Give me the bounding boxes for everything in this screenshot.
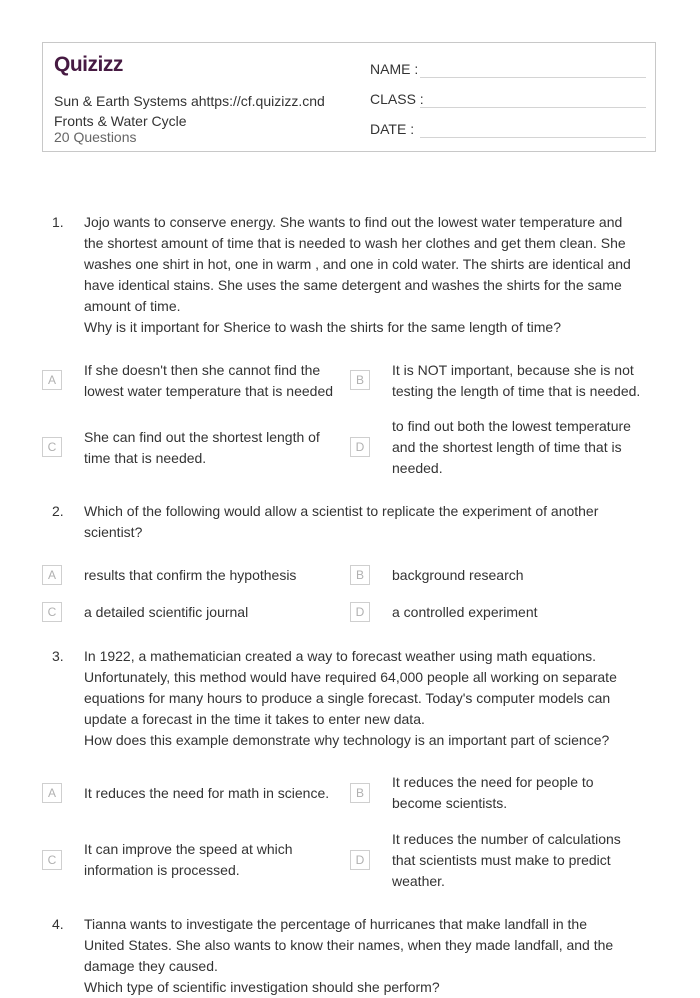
option-letter-box: C [42,602,62,622]
option-line: It reduces the need for math in science. [84,785,330,801]
question-line: washes one shirt in hot, one in warm , and one in cold water. The shirts are identical and [84,256,631,272]
option-letter-box: B [350,370,370,390]
question-number: 3. [52,648,64,664]
question-text [84,914,662,998]
question-text [84,212,662,338]
option-text [84,427,320,469]
question-line: equations for many hours to produce a single forecast. Today's computer models can [84,690,611,706]
option-letter-box: B [350,783,370,803]
question-line: Tianna wants to investigate the percentage of hurricanes that make landfall in the [84,916,588,932]
question-line: Which of the following would allow a scientist to replicate the experiment of another [84,503,599,519]
option-text [392,360,640,402]
option-text [392,772,594,814]
option-line: If she doesn't then she cannot find the [84,362,321,378]
class-line [420,107,646,108]
option-line: time that is needed. [84,450,207,466]
option-text [392,416,631,479]
question-line: In 1922, a mathematician created a way to forecast weather using math equations. [84,648,597,664]
question-line: damage they caused. [84,958,218,974]
option-letter-box: B [350,565,370,585]
option-text [84,565,296,586]
option-letter-box: A [42,783,62,803]
option-text [84,783,329,804]
option-letter-box: D [350,850,370,870]
question-line: How does this example demonstrate why technology is an important part of science? [84,732,610,748]
name-label: NAME : [370,61,419,77]
class-field [370,91,424,107]
option-letter-box: D [350,437,370,457]
option-line: to find out both the lowest temperature [392,418,631,434]
question-line: Jojo wants to conserve energy. She wants to find out the lowest water temperature and [84,214,623,230]
question-count: 20 Questions [54,129,137,145]
option-line: and the shortest length of time that is [392,439,622,455]
quizizz-logo: Quizizz [54,53,123,76]
question-number: 2. [52,503,64,519]
worksheet-header [42,42,656,152]
option-line: information is processed. [84,862,240,878]
option-line: background research [392,567,524,583]
worksheet-title [54,91,354,131]
question-line: Which type of scientific investigation should she perform? [84,979,440,995]
question-text [84,501,662,543]
option-line: It reduces the number of calculations [392,831,621,847]
worksheet-title-line: Sun & Earth Systems ahttps://cf.quizizz.cnd [54,93,325,109]
option-letter-box: A [42,370,62,390]
option-line: testing the length of time that is needed. [392,383,641,399]
option-letter-box: C [42,850,62,870]
question-line: scientist? [84,524,143,540]
option-line: It is NOT important, because she is not [392,362,634,378]
date-line [420,137,646,138]
question-line: United States. She also wants to know their names, when they made landfall, and the [84,937,614,953]
option-text [392,829,621,892]
option-line: that scientists must make to predict [392,852,611,868]
option-line: lowest water temperature that is needed [84,383,334,399]
option-line: weather. [392,873,445,889]
question-line: Why is it important for Sherice to wash the shirts for the same length of time? [84,319,561,335]
option-text [84,839,293,881]
worksheet-title-line: Fronts & Water Cycle [54,113,187,129]
option-letter-box: C [42,437,62,457]
question-text [84,646,662,751]
question-line: the shortest amount of time that is needed to wash her clothes and get them clean. She [84,235,626,251]
name-line [420,77,646,78]
question-line: update a forecast in the time it takes to enter new data. [84,711,425,727]
option-text [84,602,248,623]
option-line: a controlled experiment [392,604,538,620]
option-text [84,360,333,402]
date-label: DATE : [370,121,415,137]
date-field [370,121,414,137]
option-line: She can find out the shortest length of [84,429,320,445]
name-field [370,61,418,77]
option-letter-box: A [42,565,62,585]
question-number: 1. [52,214,64,230]
question-line: Unfortunately, this method would have required 64,000 people all working on separate [84,669,617,685]
question-number: 4. [52,916,64,932]
question-line: have identical stains. She uses the same detergent and washes the shirts for the same [84,277,622,293]
option-text [392,565,524,586]
option-line: become scientists. [392,795,508,811]
option-text [392,602,538,623]
option-letter-box: D [350,602,370,622]
option-line: It reduces the need for people to [392,774,594,790]
option-line: It can improve the speed at which [84,841,293,857]
question-line: amount of time. [84,298,181,314]
option-line: needed. [392,460,443,476]
class-label: CLASS : [370,91,424,107]
option-line: a detailed scientific journal [84,604,249,620]
option-line: results that confirm the hypothesis [84,567,297,583]
